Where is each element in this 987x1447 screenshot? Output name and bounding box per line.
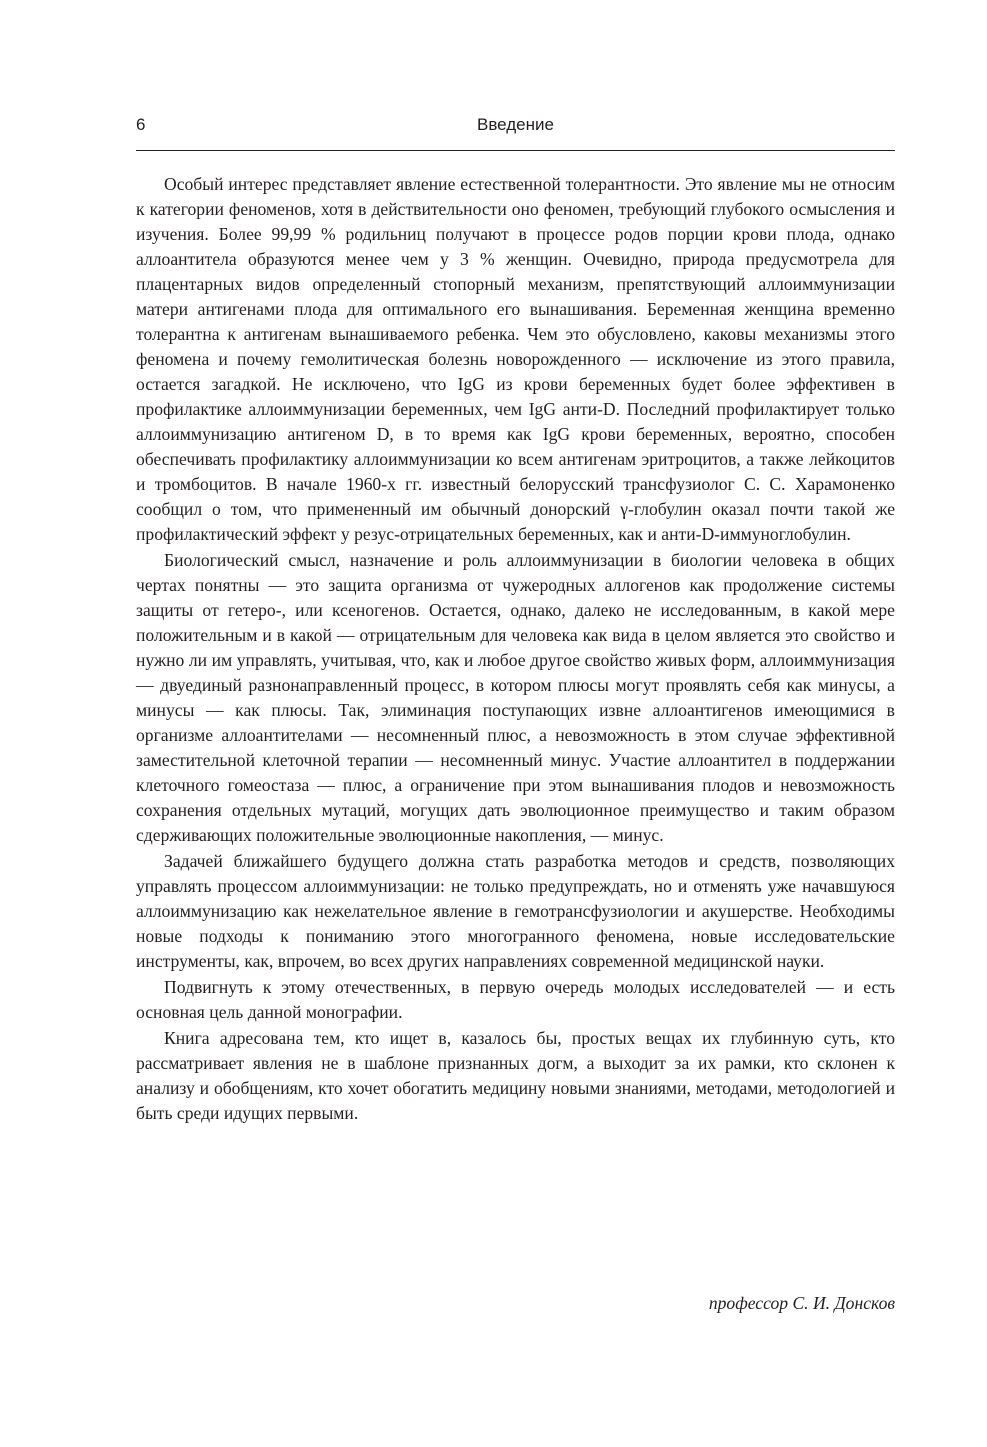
paragraph-audience: Книга адресована тем, кто ищет в, казалось бы, простых вещах их глубинную суть, кто рассматривает явления не в шаблоне признанных догм, а выходит за их рамки, кто склонен к анализу и обобщениям, кто хочет обогатить медицину новыми знаниями, методами, методологией и быть среди идущих первыми. — [136, 1028, 895, 1123]
page-number: 6 — [136, 115, 146, 134]
author-signature: профессор С. И. Донсков — [708, 1293, 895, 1313]
main-text — [136, 172, 895, 1126]
running-header — [136, 112, 895, 151]
paragraph-future-tasks: Задачей ближайшего будущего должна стать разработка методов и средств, позволяющих управлять процессом аллоиммунизации: не только предупреждать, но и отменять уже начавшуюся аллоиммунизацию как нежелательное явление в гемотрансфузиологии и акушерстве. Необходимы новые подходы к пониманию этого многогранного феномена, новые исследовательские инструменты, как, впрочем, во всех других направлениях современной медицинской науки. — [136, 851, 895, 971]
chapter-title: Введение — [477, 115, 554, 134]
paragraph-biological-meaning: Биологический смысл, назначение и роль аллоиммунизации в биологии человека в общих чертах понятны — это защита организма от чужеродных аллогенов как продолжение системы защиты от гетеро-, или ксеногенов. Остается, однако, далеко не исследованным, в какой мере положительным и в какой — отрицательным для человека как вида в целом является это свойство и нужно ли им управлять, учитывая, что, как и любое другое свойство живых форм, аллоиммунизация — двуединый разнонаправленный процесс, в котором плюсы могут проявлять себя как минусы, а минусы — как плюсы. Так, элиминация поступающих извне аллоантигенов имеющимися в организме аллоантителами — несомненный плюс, а невозможность в этом случае эффективной заместительной клеточной терапии — несомненный минус. Участие аллоантител в поддержании клеточного гомеостаза — плюс, а ограничение при этом вынашивания плодов и невозможность сохранения отдельных мутаций, могущих дать эволюционное преимущество и таким образом сдерживающих положительные эволюционные накопления, — минус. — [136, 550, 895, 845]
paragraph-natural-tolerance: Особый интерес представляет явление естественной толерантности. Это явление мы не относим к категории феноменов, хотя в действительности оно феномен, требующий глубокого осмысления и изучения. Более 99,99 % родильниц получают в процессе родов порции крови плода, однако аллоантитела образуются менее чем у 3 % женщин. Очевидно, природа предусмотрела для плацентарных видов определенный стопорный механизм, препятствующий аллоиммунизации матери антигенами плода для оптимального его вынашивания. Беременная женщина временно толерантна к антигенам вынашиваемого ребенка. Чем это обусловлено, каковы механизмы этого феномена и почему гемолитическая болезнь новорожденного — исключение из этого правила, остается загадкой. Не исключено, что IgG из крови беременных будет более эффективен в профилактике аллоиммунизации беременных, чем IgG анти-D. Последний профилактирует только аллоиммунизацию антигеном D, в то время как IgG крови беременных, вероятно, способен обеспечивать профилактику аллоиммунизации ко всем антигенам эритроцитов, а также лейкоцитов и тромбоцитов. В начале 1960-х гг. известный белорусский трансфузиолог С. С. Харамоненко сообщил о том, что примененный им обычный донорский γ-глобулин оказал почти такой же профилактический эффект у резус-отрицательных беременных, как и анти-D-иммуноглобулин. — [136, 174, 895, 544]
paragraph-monograph-goal: Подвигнуть к этому отечественных, в первую очередь молодых исследователей — и есть основная цель данной монографии. — [136, 977, 895, 1022]
